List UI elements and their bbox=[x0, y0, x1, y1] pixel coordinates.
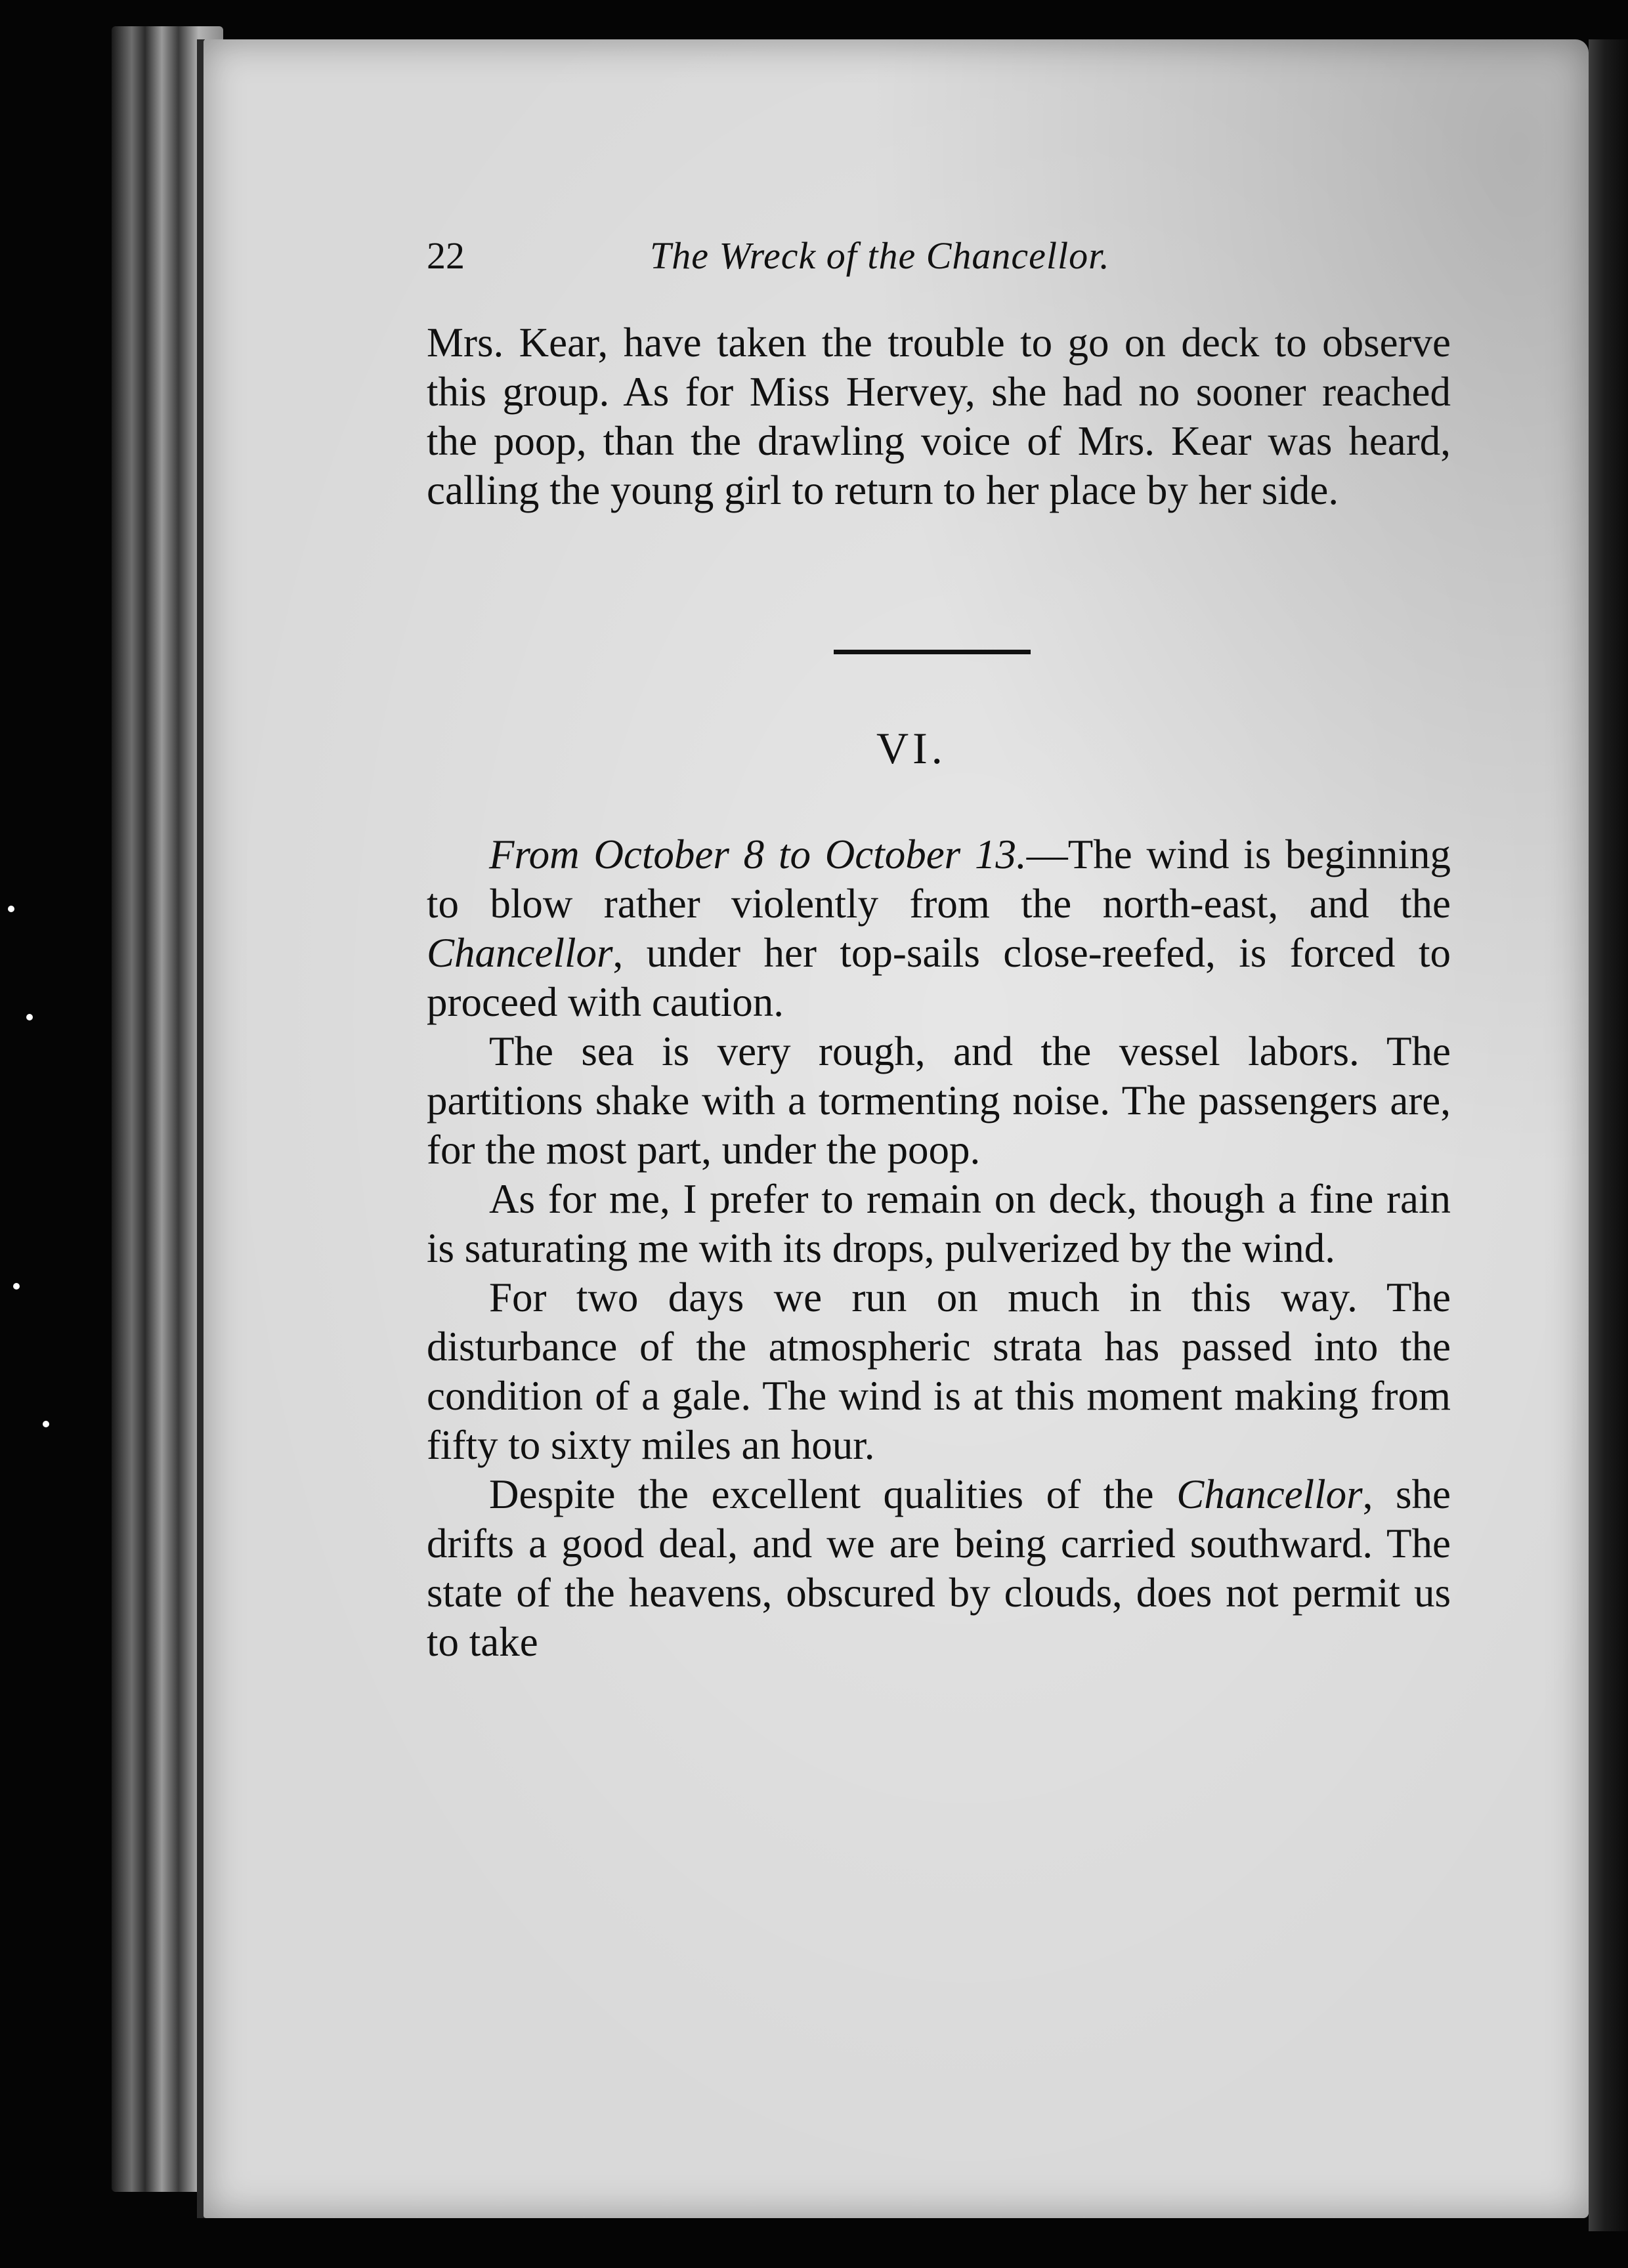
running-head: The Wreck of the Chancellor. bbox=[650, 234, 1110, 277]
paragraph-1-text-a: —The wind is beginning to blow rather violently from the north-east, and the bbox=[427, 831, 1451, 927]
book-spine-right bbox=[1589, 39, 1628, 2231]
ship-name: Chancellor bbox=[1176, 1471, 1363, 1517]
scan-speck bbox=[13, 1283, 20, 1290]
paragraph-4: For two days we run on much in this way. The disturbance of the atmospheric strata has passed into the condition of a gale. The wind is at this moment making from fifty to sixty miles an hour. bbox=[427, 1274, 1451, 1468]
entry-date: From October 8 to October 13. bbox=[489, 831, 1027, 877]
paragraph-1-text-b: , under her top-sails close-reefed, is forced to proceed with caution. bbox=[427, 930, 1451, 1025]
paragraph-5 bbox=[427, 1470, 1451, 1667]
scan-speck bbox=[26, 1014, 33, 1020]
paragraph-1 bbox=[427, 830, 1451, 1027]
paragraph-3: As for me, I prefer to remain on deck, though a fine rain is saturating me with its drops, pulverized by the wind. bbox=[427, 1176, 1451, 1271]
paragraph-5-text-b: , she drifts a good deal, and we are being carried southward. The state of the heavens, obscured by clouds, does not permit us to take bbox=[427, 1471, 1451, 1665]
chapter-body bbox=[427, 830, 1451, 1667]
page-header bbox=[427, 230, 1451, 282]
continuation-paragraph bbox=[427, 318, 1451, 515]
scan-speck bbox=[8, 906, 14, 912]
chapter-number: VI. bbox=[876, 723, 947, 773]
section-divider bbox=[834, 650, 1031, 654]
ship-name: Chancellor bbox=[427, 930, 613, 976]
paragraph-5-text-a: Despite the excellent qualities of the bbox=[489, 1471, 1177, 1517]
continuation-text: Mrs. Kear, have taken the trouble to go on deck to observe this group. As for Miss Hervey, she had no sooner reached the poop, than the drawling voice of Mrs. Kear was heard, calling the young girl to return to her place by her side. bbox=[427, 320, 1451, 513]
page-number: 22 bbox=[427, 234, 465, 277]
scan-speck bbox=[43, 1421, 49, 1427]
paragraph-2: The sea is very rough, and the vessel labors. The partitions shake with a tormenting noise. The passengers are, for the most part, under the poop. bbox=[427, 1028, 1451, 1173]
